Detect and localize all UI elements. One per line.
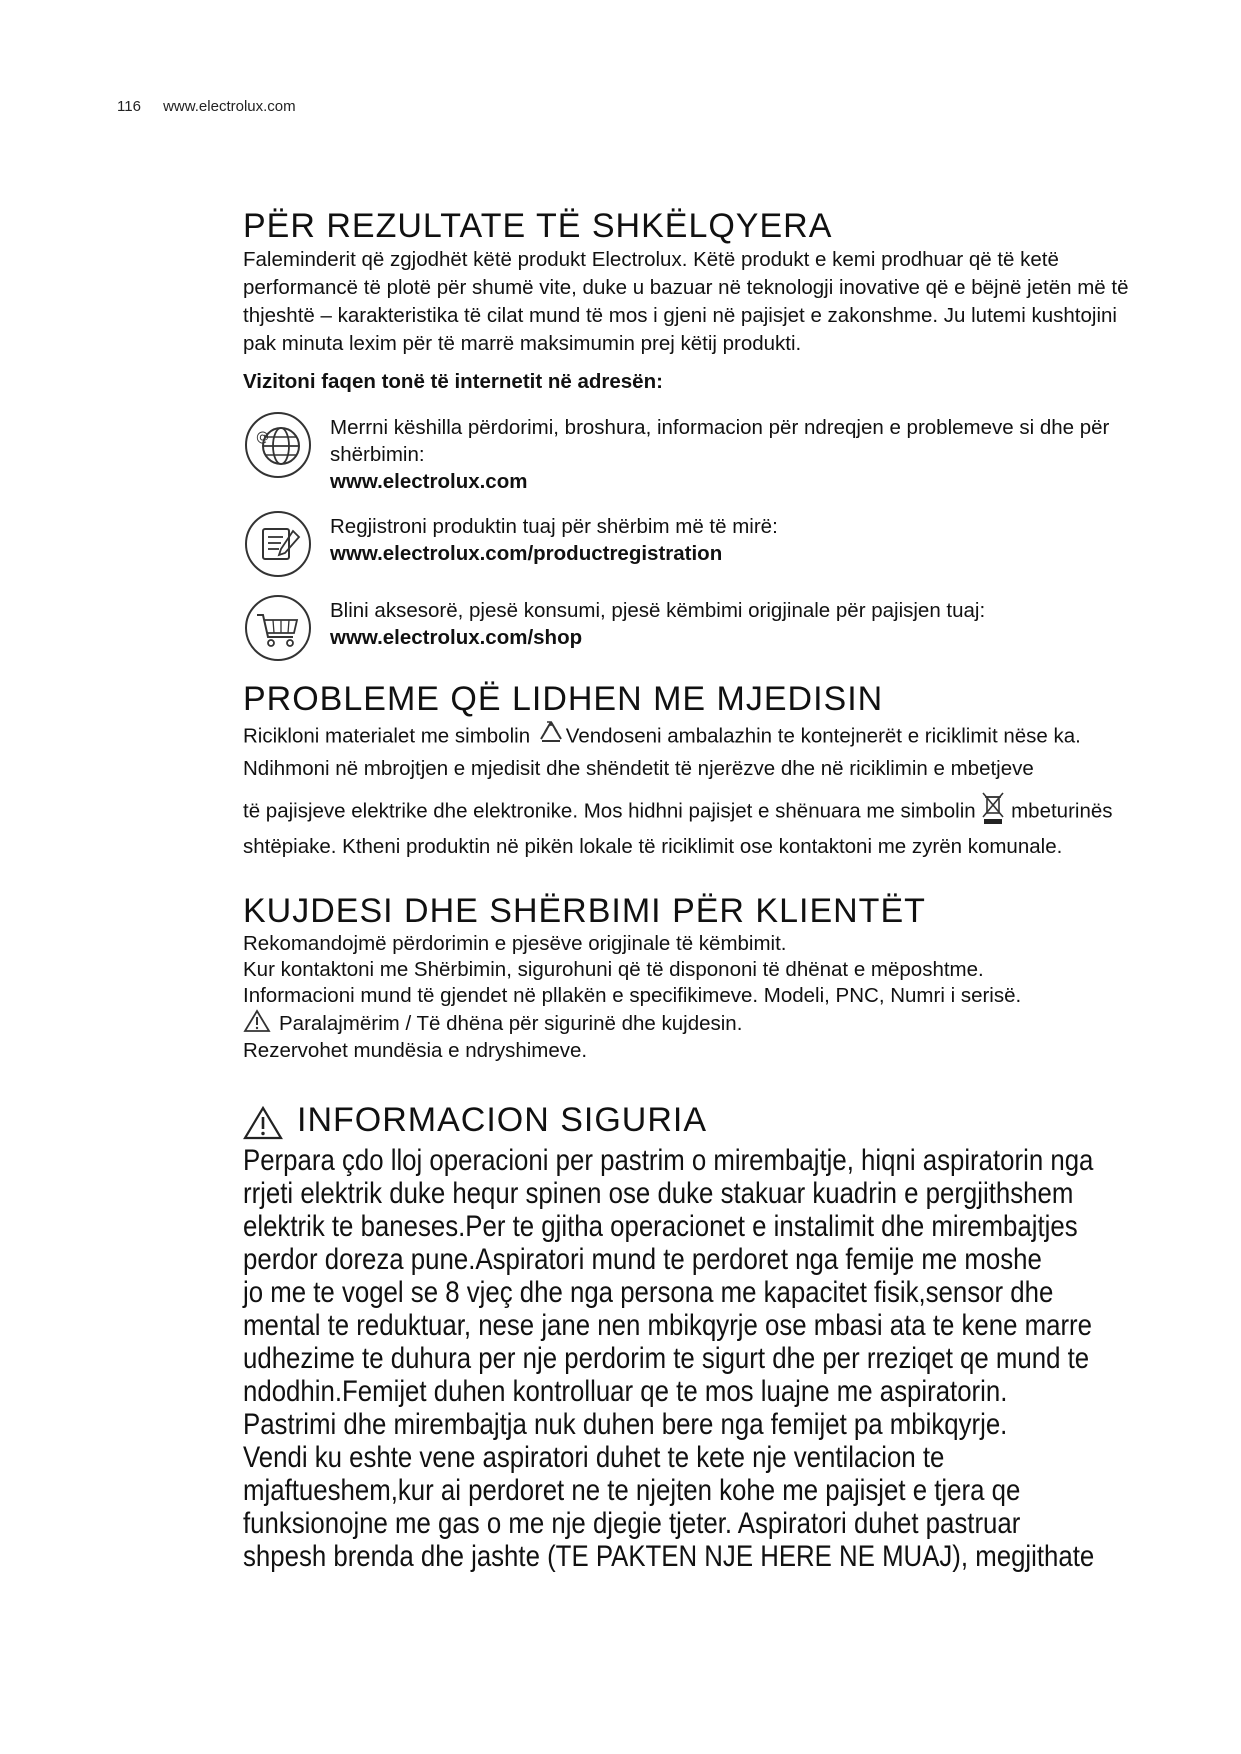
safety-line: Perpara çdo lloj operacioni per pastrim o mirembajtje, hiqni aspiratorin nga — [243, 1144, 1094, 1177]
info-row-registration — [243, 509, 1143, 579]
safety-title-text: INFORMACION SIGURIA — [297, 1101, 708, 1139]
care-line-2: Kur kontaktoni me Shërbimin, sigurohuni që të dispononi të dhënat e mëposhtme. — [243, 958, 984, 981]
recycle-icon — [536, 719, 566, 755]
recycle-text-before: Riciklоni materialet me simbolin — [243, 724, 531, 748]
recycle-text-after: Vendoseni ambalazhin te kontejnerët e riciklimit nëse ka. — [565, 724, 1081, 748]
crossed-bin-icon — [981, 791, 1005, 833]
warning-icon — [243, 1009, 279, 1038]
care-line-1: Rekomandojmë përdorimin e pjesëve origjinale të këmbimit. — [243, 932, 787, 955]
section-title-environment: PROBLEME QË LIDHEN ME MJEDISIN — [243, 680, 884, 718]
shopping-cart-icon — [243, 593, 313, 663]
section-title-customer-care: KUJDESI DHE SHËRBIMI PËR KLIENTËT — [243, 892, 926, 930]
safety-line: Pastrimi dhe mirembajtja nuk duhen bere nga femijet pa mbikqyrje. — [243, 1408, 1008, 1441]
section-title-results: PËR REZULTATE TË SHKËLQYERA — [243, 207, 833, 245]
safety-line: shpesh brenda dhe jashte (TE PAKTEN NJE HERE NE MUAJ), megjithate — [243, 1540, 1095, 1573]
header-url[interactable]: www.electrolux.com — [163, 98, 296, 115]
registration-text: Regjistroni produktin tuaj për shërbim më të mirë: — [330, 515, 778, 538]
safety-line: jo me te vogel se 8 vjeç dhe nga persona me kapacitet fisik,sensor dhe — [243, 1276, 1054, 1309]
info-row-shop — [243, 593, 1143, 663]
care-last-line: Rezervohet mundësia e ndryshimeve. — [243, 1039, 588, 1062]
support-text: Merrni këshilla përdorimi, broshura, informacion për ndreqjen e problemeve si dhe për shërbimin: — [330, 416, 1110, 466]
visit-website-label: Vizitoni faqen tonë të internetit në adresën: — [243, 370, 663, 393]
safety-line: mjaftueshem,kur ai perdoret ne te njejten kohe me pajisjet e tjera qe — [243, 1474, 1021, 1507]
environment-line-2: Ndihmoni në mbrojtjen e mjedisit dhe shëndetit të njerëzve dhe në riciklimin e mbetjeve — [243, 757, 1034, 780]
safety-body — [243, 1144, 1143, 1573]
page-number: 116 — [117, 98, 141, 115]
safety-line: mental te reduktuar, nese jane nen mbikqyrje ose mbasi ata te kene marre — [243, 1309, 1092, 1342]
safety-line: funksionojne me gas o me nje djegie tjeter. Aspiratori duhet pastruar — [243, 1507, 1021, 1540]
svg-text:@: @ — [256, 430, 269, 445]
section-title-safety — [243, 1100, 1143, 1140]
safety-line: Vendi ku eshte vene aspiratori duhet te kete nje ventilacion te — [243, 1441, 945, 1474]
weee-text-before: të pajisjeve elektrike dhe elektronike. Mos hidhni pajisjet e shënuara me simbolin — [243, 799, 976, 823]
weee-text-after: mbeturinës shtëpiake. Ktheni produktin në pikën lokale të riciklimit ose kontaktoni me zyrën komunale. — [243, 799, 1113, 858]
info-row-support — [243, 410, 1143, 495]
safety-warning-icon — [243, 1106, 283, 1140]
safety-line: udhezime te duhura per nje perdorim te sigurt dhe per rreziqet qe mund te — [243, 1342, 1090, 1375]
environment-line-3 — [243, 791, 1143, 861]
care-warning-text: Paralajmërim / Të dhëna për sigurinë dhe kujdesin. — [279, 1011, 743, 1035]
environment-line-1 — [243, 719, 1143, 755]
register-form-icon — [243, 509, 313, 579]
safety-line: ndodhin.Femijet duhen kontrolluar qe te mos luajne me aspiratorin. — [243, 1375, 1008, 1408]
care-line-3: Informacioni mund të gjendet në pllakën e specifikimeve. Modeli, PNC, Numri i serisë. — [243, 984, 1022, 1007]
shop-link[interactable]: www.electrolux.com/shop — [330, 626, 583, 649]
care-warning-line — [243, 1009, 1143, 1038]
web-globe-icon — [243, 410, 313, 480]
shop-text: Blini aksesorë, pjesë konsumi, pjesë këmbimi origjinale për pajisjen tuaj: — [330, 599, 986, 622]
intro-paragraph: Faleminderit që zgjodhët këtë produkt Electrolux. Këtë produkt e kemi prodhuar që të ketë performancë të plotë për shumë vite, duke u bazuar në teknologji inovative që e bëjnë jetën më të thjeshtë – karakteristika të cilat mund të mos i gjeni në pajisjet e zakonshme. Ju lutemi kushtojini pak minuta lexim për të marrë maksimumin prej këtij produkti. — [243, 248, 1129, 355]
safety-line: elektrik te baneses.Per te gjitha operacionet e instalimit dhe mirembajtjes — [243, 1210, 1078, 1243]
safety-line: rrjeti elektrik duke hequr spinen ose duke stakuar kuadrin e pergjithshem — [243, 1177, 1074, 1210]
support-link[interactable]: www.electrolux.com — [330, 470, 528, 493]
page-content — [243, 206, 1143, 1573]
registration-link[interactable]: www.electrolux.com/productregistration — [330, 542, 723, 565]
page-header — [117, 98, 296, 115]
safety-line: perdor doreza pune.Aspiratori mund te perdoret nga femije me moshe — [243, 1243, 1042, 1276]
